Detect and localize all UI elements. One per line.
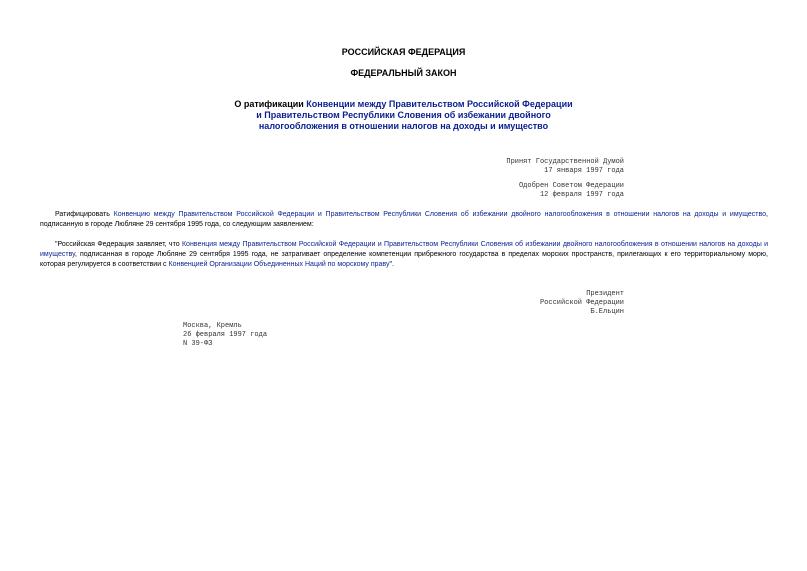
convention-title-link-line1[interactable]: Конвенции между Правительством Российской Федерации xyxy=(306,99,573,109)
ratification-paragraph xyxy=(40,210,768,230)
para2-prefix: "Российская Федерация заявляет, что xyxy=(55,241,182,248)
law-title xyxy=(160,99,647,132)
adopted-line2: 17 января 1997 года xyxy=(544,167,624,175)
para1-convention-link[interactable]: Конвенцию между Правительством Российской Федерации и Правительством Республики Словения об избежании двойного налогообложения в отношении налогов на доходы и имущество xyxy=(113,211,767,218)
para1-prefix: Ратифицировать xyxy=(55,211,114,218)
approved-by-council xyxy=(519,182,624,200)
approved-line1: Одобрен Советом Федерации xyxy=(518,182,624,190)
para1-suffix: , подписанную в городе Любляне 29 сентября 1995 года, со следующим заявлением: xyxy=(40,211,768,228)
country-heading: РОССИЙСКАЯ ФЕДЕРАЦИЯ xyxy=(341,47,466,57)
signature-line2: Российской Федерации xyxy=(539,299,624,307)
un-sea-law-convention-link[interactable]: Конвенцией Организации Объединенных Наций по морскому праву xyxy=(168,261,390,268)
para2-convention-link[interactable]: Конвенция между Правительством Российской Федерации и Правительством Республики Словения об избежании двойного налогообложения в отношении налогов на доходы и имуществу xyxy=(40,241,769,258)
adopted-by-duma xyxy=(506,158,624,176)
adopted-line1: Принят Государственной Думой xyxy=(506,158,624,166)
place-date-number xyxy=(183,322,267,349)
law-type-heading: ФЕДЕРАЛЬНЫЙ ЗАКОН xyxy=(350,68,457,78)
convention-title-link-line2[interactable]: и Правительством Республики Словения об избежании двойного xyxy=(256,110,551,120)
place-line2: 26 февраля 1997 года xyxy=(183,331,268,339)
title-prefix: О ратификации xyxy=(234,99,307,109)
president-signature xyxy=(540,290,624,317)
place-line1: Москва, Кремль xyxy=(183,322,242,330)
signature-line1: Президент xyxy=(586,290,624,298)
approved-line2: 12 февраля 1997 года xyxy=(539,191,624,199)
convention-title-link-line3[interactable]: налогообложения в отношении налогов на доходы и имущество xyxy=(258,121,549,131)
signature-line3: Б.Ельцин xyxy=(590,308,624,316)
declaration-paragraph xyxy=(40,240,768,270)
para2-middle: , подписанная в городе Любляне 29 сентября 1995 года, не затрагивает определение компетенции прибрежного государства в пределах морских пространств, прилегающих к его территориальному морю, которая регулируется в соответствии с xyxy=(40,251,768,268)
para2-suffix: ". xyxy=(389,261,394,268)
place-line3: N 39-ФЗ xyxy=(183,340,213,348)
